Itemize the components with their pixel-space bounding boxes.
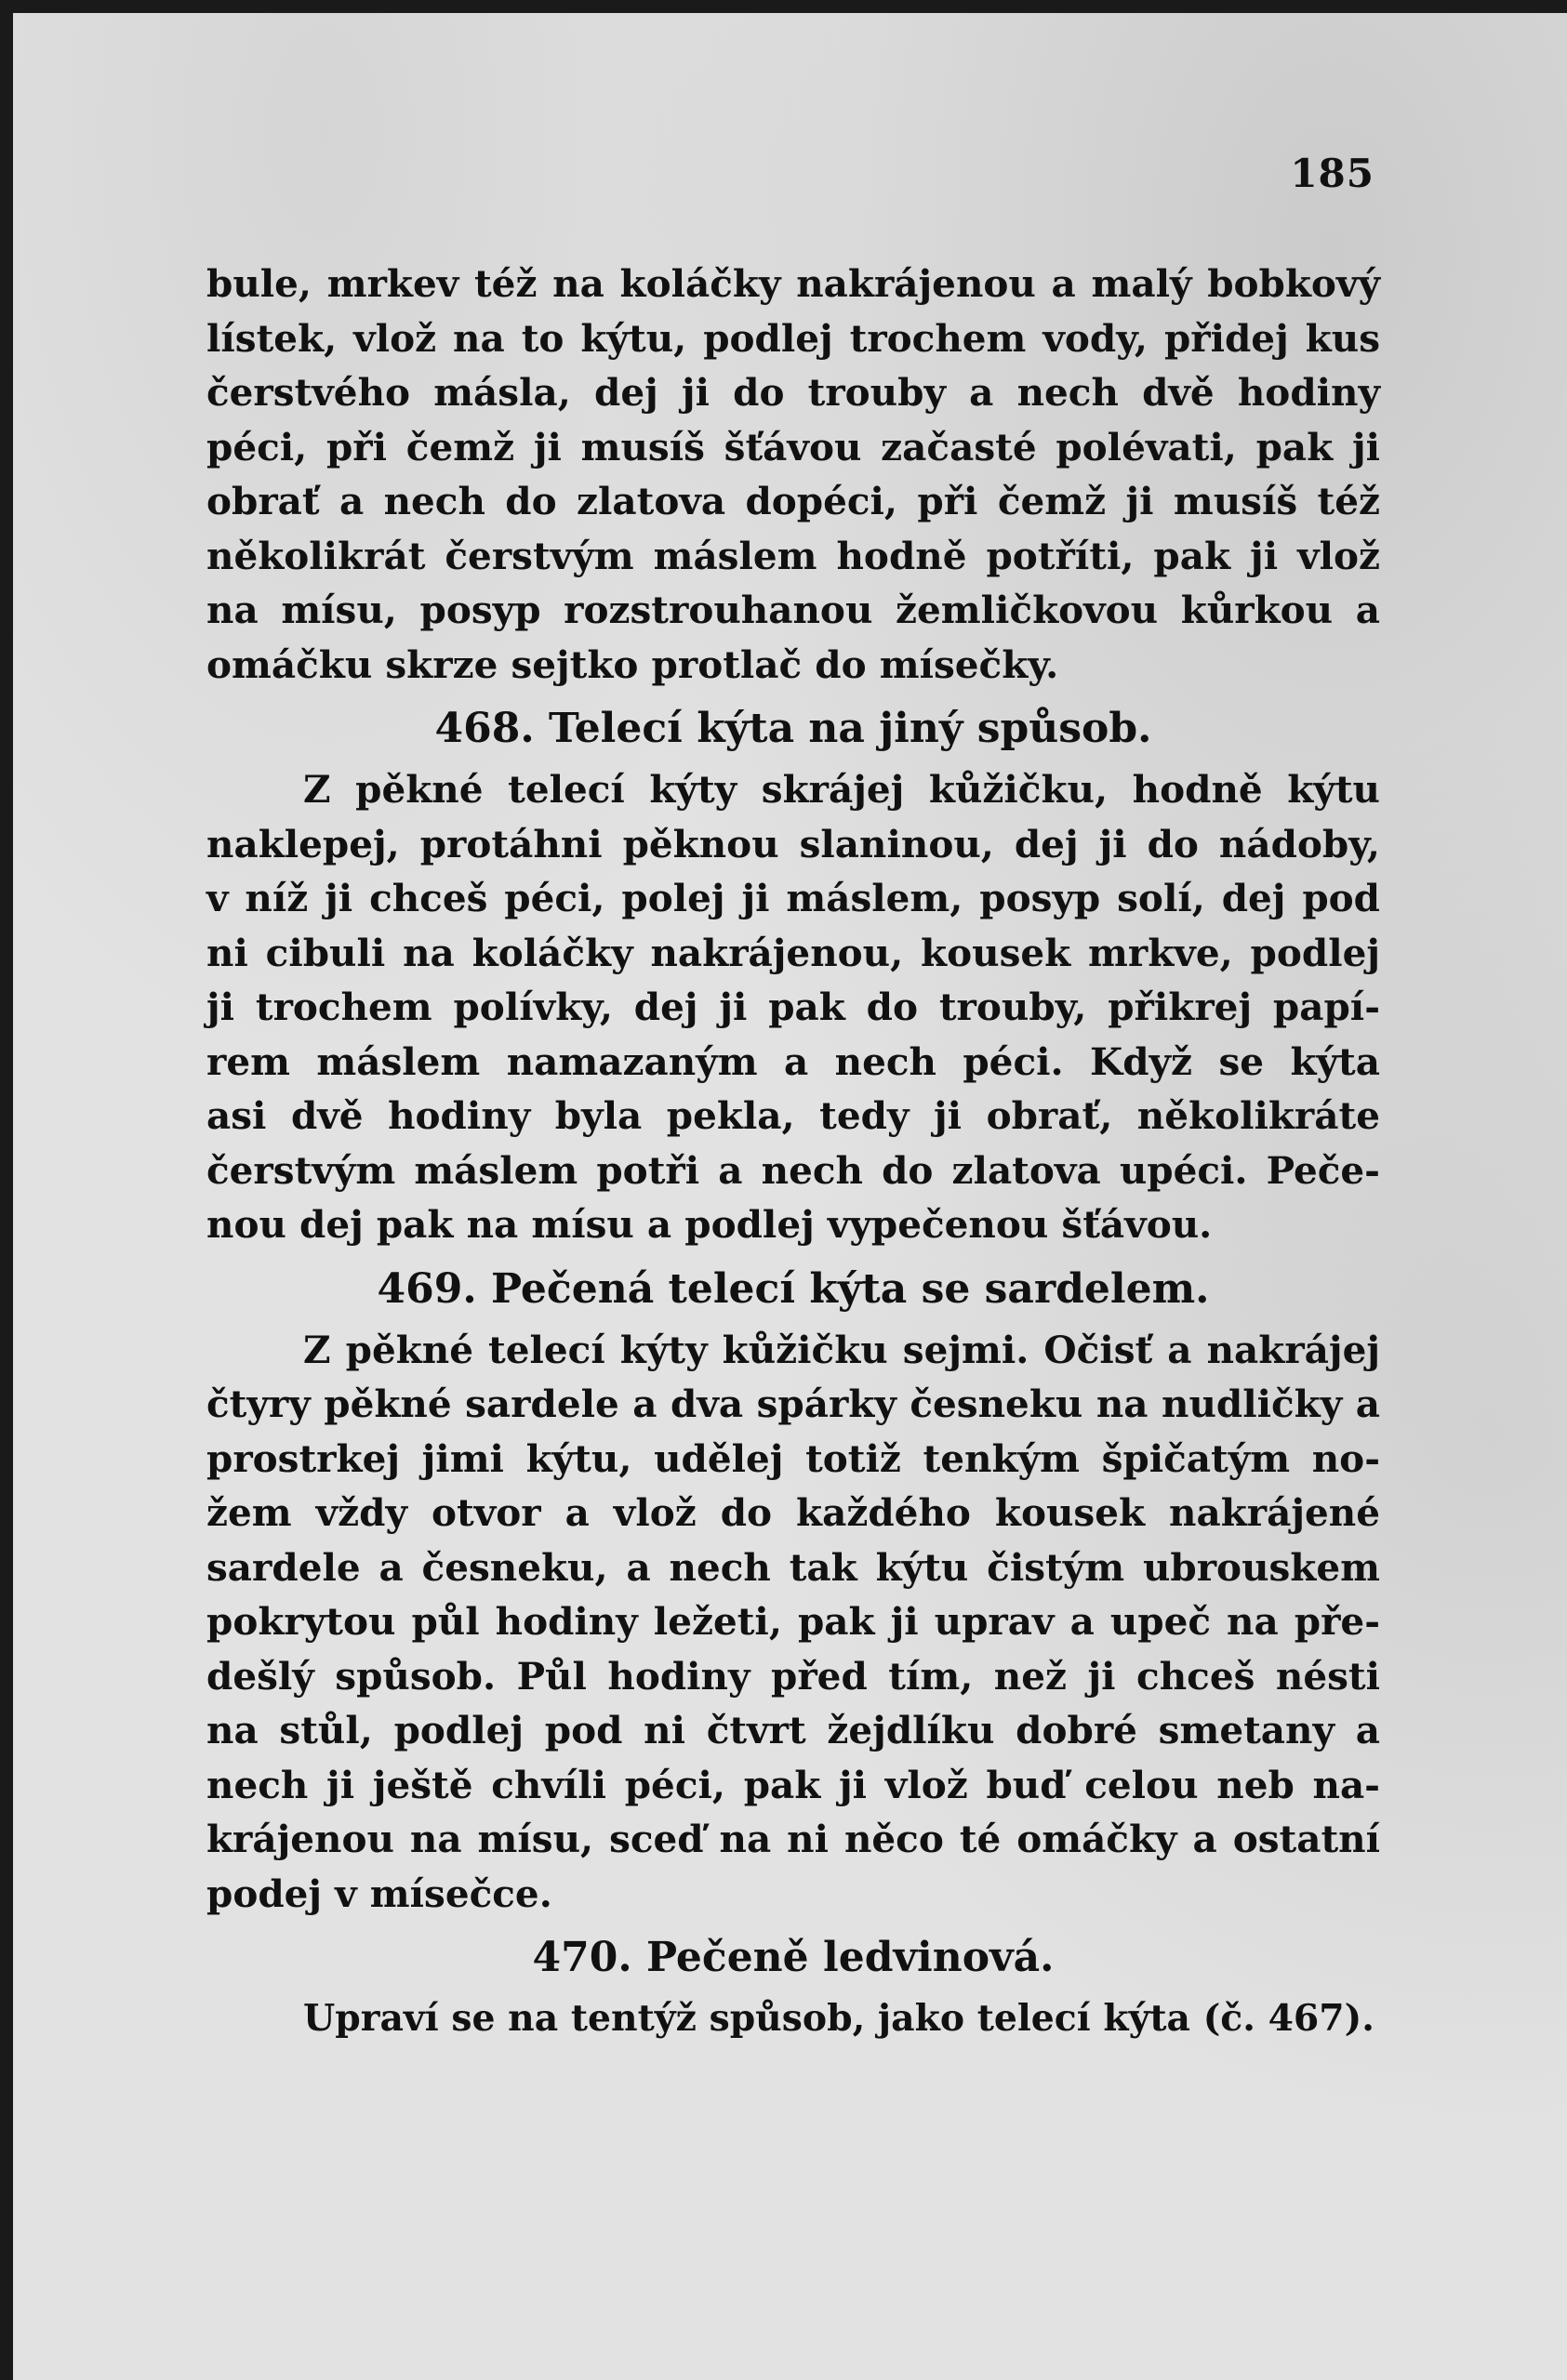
text-line: krájenou na mísu, sceď na ni něco té omáčky a ostatní [206,1817,1380,1861]
paragraph-continued [206,257,1380,692]
text-line: lístek, vlož na to kýtu, podlej trochem vody, přidej kus [206,315,1380,361]
text-line: ni cibuli na koláčky nakrájenou, kousek mrkve, podlej [206,930,1380,975]
recipe-470-text [206,1991,1380,2046]
text-line: naklepej, protáhni pěknou slaninou, dej ji do nádoby, [206,821,1380,866]
recipe-468-text [206,762,1380,1252]
recipe-heading-468: 468. Telecí kýta na jiný spůsob. [434,705,1152,752]
text-line: dešlý spůsob. Půl hodiny před tím, než ji chceš nésti [206,1653,1380,1699]
text-line: nech ji ještě chvíli péci, pak ji vlož buď celou neb na- [206,1762,1380,1807]
text-line: omáčku skrze sejtko protlač do mísečky. [206,641,1059,687]
book-page [13,13,1567,2380]
text-line: rem máslem namazaným a nech péci. Když se kýta [206,1038,1380,1084]
recipe-469-text [206,1323,1380,1922]
text-line: prostrkej jimi kýtu, udělej totiž tenkým špičatým no- [206,1435,1380,1481]
text-line: Upraví se na tentýž spůsob, jako telecí kýta (č. 467). [303,1997,1374,2040]
text-line: v níž ji chceš péci, polej ji máslem, posyp solí, dej pod [206,876,1380,920]
text-line: čtyry pěkné sardele a dva spárky česneku na nudličky a [206,1382,1380,1426]
text-line: pokrytou půl hodiny ležeti, pak ji uprav a upeč na pře- [206,1599,1380,1644]
text-line: sardele a česneku, a nech tak kýtu čistým ubrouskem [206,1544,1380,1590]
text-line: na mísu, posyp rozstrouhanou žemličkovou kůrkou a [206,588,1380,632]
text-line: péci, při čemž ji musíš šťávou začasté polévati, pak ji [206,424,1380,469]
page-number: 185 [1290,151,1374,196]
text-line: na stůl, podlej pod ni čtvrt žejdlíku dobré smetany a [206,1708,1380,1752]
text-line: nou dej pak na mísu a podlej vypečenou šťávou. [206,1202,1213,1247]
text-line: Z pěkné telecí kýty skrájej kůžičku, hodně kýtu [303,767,1380,812]
recipe-heading-469: 469. Pečená telecí kýta se sardelem. [377,1264,1210,1313]
text-line: žem vždy otvor a vlož do každého kousek nakrájené [206,1490,1380,1535]
recipe-heading-470: 470. Pečeně ledvinová. [532,1934,1055,1981]
page-body [206,257,1380,2046]
text-line: čerstvého másla, dej ji do trouby a nech dvě hodiny [206,370,1380,415]
text-line: obrať a nech do zlatova dopéci, při čemž ji musíš též [206,479,1380,523]
text-line: několikrát čerstvým máslem hodně potříti, pak ji vlož [206,533,1380,578]
text-line: ji trochem polívky, dej ji pak do trouby, přikrej papí- [206,985,1380,1029]
text-line: čerstvým máslem potři a nech do zlatova upéci. Peče- [206,1147,1380,1193]
text-line: podej v mísečce. [206,1871,552,1916]
text-line: bule, mrkev též na koláčky nakrájenou a malý bobkový [206,261,1380,306]
text-line: Z pěkné telecí kýty kůžičku sejmi. Očisť a nakrájej [303,1327,1380,1372]
text-line: asi dvě hodiny byla pekla, tedy ji obrať, několikráte [206,1093,1380,1138]
